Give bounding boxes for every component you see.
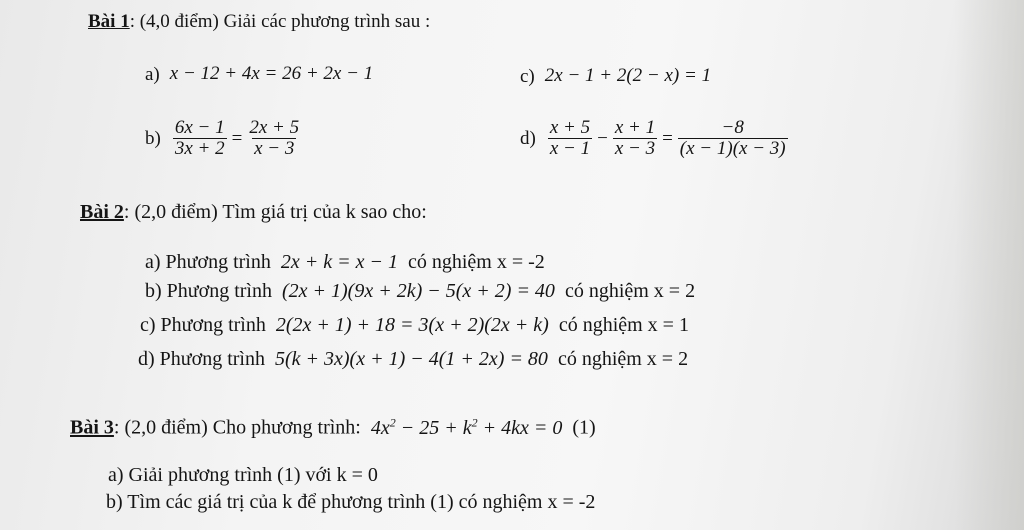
bai2-item-suffix: có nghiệm x = -2: [407, 251, 545, 273]
bai3-item-text: b) Tìm các giá trị của k để phương trình (1) có nghiệm x = -2: [106, 491, 596, 513]
bai2-item-b: [145, 279, 695, 303]
bai3-equation: [371, 417, 563, 439]
fraction-numerator: 2x + 5: [249, 117, 300, 138]
exponent: 2: [389, 415, 396, 429]
bai2-item-c: [140, 313, 689, 337]
bai1-b-fraction-2: [247, 118, 301, 159]
bai1-item-d: [520, 118, 790, 159]
bai2-title: : (2,0 điểm) Tìm giá trị của k sao cho:: [123, 201, 427, 223]
equation-part: 4x: [370, 416, 390, 439]
bai2-item-prefix: d) Phương trình: [138, 348, 265, 370]
minus-sign: −: [597, 127, 608, 149]
bai1-b-label: b): [145, 127, 161, 149]
bai2-item-a: [145, 250, 545, 274]
bai1-b-fraction-1: [173, 118, 227, 159]
bai1-d-fraction-1: [548, 118, 592, 159]
bai2-item-suffix: có nghiệm x = 1: [558, 314, 689, 336]
bai3-heading: [70, 410, 596, 440]
bai2-item-d: [138, 347, 688, 371]
bai2-item-equation: 2x + k = x − 1: [280, 251, 398, 273]
equals-sign: =: [231, 127, 243, 149]
page-edge-shadow: [954, 0, 1024, 530]
bai2-item-equation: (2x + 1)(9x + 2k) − 5(x + 2) = 40: [281, 280, 555, 302]
bai3-label: Bài 3: [70, 416, 114, 439]
bai1-heading: [88, 10, 430, 34]
fraction-numerator: −8: [721, 117, 744, 138]
bai3-equation-ref: (1): [572, 416, 596, 439]
equation-part: − 25 + k: [395, 416, 472, 439]
bai2-item-prefix: a) Phương trình: [145, 251, 271, 273]
fraction-numerator: x + 1: [614, 117, 656, 138]
bai1-d-fraction-3: [678, 118, 788, 159]
bai2-item-suffix: có nghiệm x = 2: [557, 348, 689, 370]
equals-sign: =: [662, 127, 673, 149]
fraction-denominator: 3x + 2: [174, 138, 225, 159]
bai3-item-b: [106, 490, 595, 514]
bai2-item-equation: 2(2x + 1) + 18 = 3(x + 2)(2x + k): [275, 314, 549, 336]
fraction-denominator: x − 3: [614, 138, 656, 159]
bai1-item-b: [145, 118, 303, 159]
bai2-item-suffix: có nghiệm x = 2: [564, 280, 696, 302]
bai3-item-a: [108, 463, 378, 487]
fraction-numerator: 6x − 1: [174, 117, 225, 138]
exponent: 2: [471, 415, 478, 429]
fraction-denominator: x − 3: [254, 138, 295, 159]
fraction-denominator: (x − 1)(x − 3): [679, 138, 786, 159]
bai1-d-fraction-2: [613, 118, 657, 159]
bai2-item-prefix: b) Phương trình: [145, 280, 272, 302]
bai1-title: : (4,0 điểm) Giải các phương trình sau :: [129, 11, 431, 32]
fraction-denominator: x − 1: [549, 138, 591, 159]
bai1-item-a: [145, 62, 373, 87]
fraction-numerator: x + 5: [549, 117, 591, 138]
bai1-d-label: d): [520, 127, 536, 149]
bai2-item-prefix: c) Phương trình: [140, 314, 266, 336]
bai1-c-label: c): [520, 65, 535, 87]
bai1-label: Bài 1: [88, 11, 130, 32]
bai3-item-text: a) Giải phương trình (1) với k = 0: [108, 464, 378, 486]
bai2-label: Bài 2: [80, 201, 124, 223]
bai2-item-equation: 5(k + 3x)(x + 1) − 4(1 + 2x) = 80: [274, 348, 548, 370]
equation-part: + 4kx = 0: [477, 416, 563, 439]
bai1-a-label: a): [145, 63, 160, 85]
bai1-c-equation: 2x − 1 + 2(2 − x) = 1: [544, 65, 712, 86]
bai2-heading: [80, 200, 427, 224]
bai1-a-equation: x − 12 + 4x = 26 + 2x − 1: [169, 63, 374, 84]
bai1-item-c: [520, 64, 711, 89]
bai3-title: : (2,0 điểm) Cho phương trình:: [113, 416, 361, 439]
